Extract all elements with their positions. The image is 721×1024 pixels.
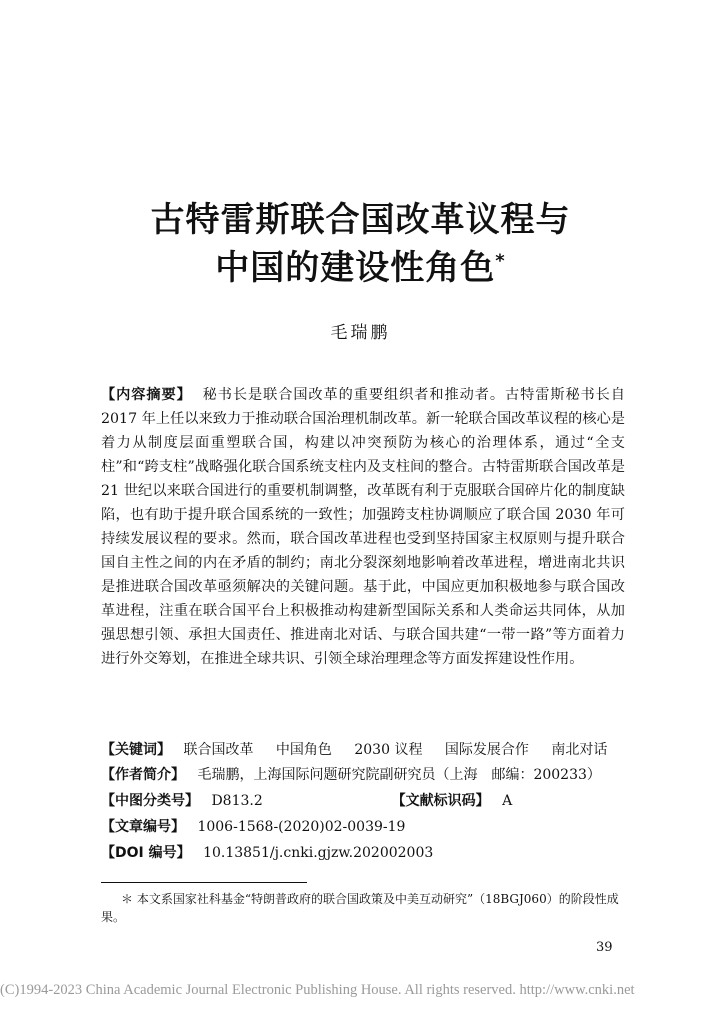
article-title-line-2 <box>0 240 721 289</box>
article-number-value: 1006-1568-(2020)02-0039-19 <box>197 819 406 835</box>
abstract <box>101 383 625 671</box>
abstract-text: 秘书长是联合国改革的重要组织者和推动者。古特雷斯秘书长自 2017 年上任以来致力于推动联合国治理机制改革。新一轮联合国改革议程的核心是着力从制度层面重塑联合国，构建以冲突预防为核心的治理体系，通过“全支柱”和“跨支柱”战略强化联合国系统支柱内及支柱间的整合。古特雷斯联合国改革是 21 世纪以来联合国进行的重要机制调整，改革既有利于克服联合国碎片化的制度缺陷，也有助于提升联合国系统的一致性；加强跨支柱协调顺应了联合国 2030 年可持续发展议程的要求。然而，联合国改革进程也受到坚持国家主权原则与提升联合国自主性之间的内在矛盾的制约；南北分裂深刻地影响着改革进程，增进南北共识是推进联合国改革亟须解决的关键问题。基于此，中国应更加积极地参与联合国改革进程，注重在联合国平台上积极推动构建新型国际关系和人类命运共同体，从加强思想引领、承担大国责任、推进南北对话、与联合国共建“一带一路”等方面着力进行外交筹划，在推进全球共识、引领全球治理理念等方面发挥建设性作用。 <box>101 387 625 667</box>
keywords <box>101 741 625 759</box>
classification-value: D813.2 <box>211 793 263 809</box>
keyword: 南北对话 <box>551 742 608 758</box>
author-name: 毛瑞鹏 <box>330 323 391 343</box>
doc-code-value: A <box>502 793 513 809</box>
author-bio-text: 毛瑞鹏，上海国际问题研究院副研究员（上海 邮编：200233） <box>197 767 601 783</box>
article-title-line-1 <box>0 192 721 241</box>
title-footnote-mark: * <box>495 250 506 272</box>
author-bio-label: 【作者简介】 <box>101 767 185 783</box>
keyword: 2030 议程 <box>354 742 423 758</box>
doi-label: 【DOI 编号】 <box>101 845 191 861</box>
keyword: 联合国改革 <box>183 742 254 758</box>
classification-label: 【中图分类号】 <box>101 793 199 809</box>
footnote-divider <box>101 882 307 883</box>
title-text-2: 中国的建设性角色 <box>215 248 496 288</box>
keywords-label: 【关键词】 <box>101 742 171 758</box>
keyword: 国际发展合作 <box>444 742 529 758</box>
title-text-1: 古特雷斯联合国改革议程与 <box>150 200 571 240</box>
article-number-label: 【文章编号】 <box>101 819 185 835</box>
doi-value: 10.13851/j.cnki.gjzw.202002003 <box>203 845 434 861</box>
doc-code-label: 【文献标识码】 <box>391 793 490 809</box>
classification-row <box>101 792 625 810</box>
copyright-watermark: (C)1994-2023 China Academic Journal Electronic Publishing House. All rights reserved. http://www.cnki.net <box>0 982 635 998</box>
doi-row <box>101 844 625 862</box>
keyword: 中国角色 <box>275 742 332 758</box>
abstract-label: 【内容摘要】 <box>101 387 192 403</box>
author-bio <box>101 766 625 784</box>
article-number-row <box>101 818 625 836</box>
page-number: 39 <box>596 940 613 955</box>
footnote: ＊ 本文系国家社科基金“特朗普政府的联合国政策及中美互动研究”（18BGJ060）的阶段性成果。 <box>101 892 619 924</box>
